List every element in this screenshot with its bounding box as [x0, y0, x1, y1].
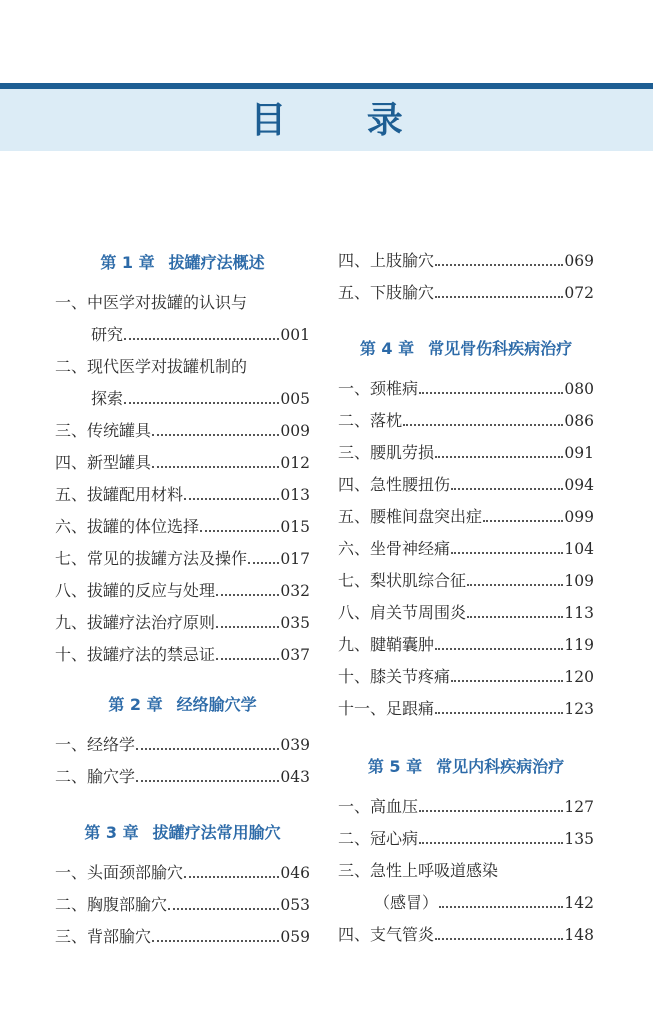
toc-entry[interactable]: [55, 580, 310, 602]
toc-entry[interactable]: [338, 378, 594, 400]
toc-page-number: 005: [280, 390, 310, 408]
toc-entry[interactable]: [55, 894, 310, 916]
toc-entry[interactable]: [338, 924, 594, 946]
chapter-heading[interactable]: [55, 692, 310, 715]
toc-entry-title: 二、胸腹部腧穴: [55, 895, 168, 914]
toc-entry-continuation[interactable]: [374, 892, 594, 914]
toc-entry[interactable]: [338, 410, 594, 432]
dot-leader: [216, 658, 279, 660]
dot-leader: [184, 876, 279, 878]
toc-entry[interactable]: [338, 634, 594, 656]
toc-entry-title: 十一、足跟痛: [338, 699, 435, 718]
toc-entry[interactable]: [338, 796, 594, 818]
chapter-title: 拔罐疗法概述: [168, 253, 265, 272]
chapter-title: 常见内科疾病治疗: [436, 757, 565, 776]
toc-page-number: 032: [280, 582, 310, 600]
dot-leader: [435, 938, 563, 940]
toc-entry-title: 七、梨状肌综合征: [338, 571, 467, 590]
toc-page-number: 069: [564, 252, 594, 270]
dot-leader: [435, 296, 563, 298]
chapter-title: 拔罐疗法常用腧穴: [152, 823, 281, 842]
chapter-number: 第 2 章: [108, 695, 163, 714]
toc-entry-title: 三、传统罐具: [55, 421, 152, 440]
toc-entry-continuation[interactable]: [91, 324, 310, 346]
toc-page-number: 142: [564, 894, 594, 912]
dot-leader: [184, 498, 279, 500]
dot-leader: [451, 552, 563, 554]
chapter-heading[interactable]: [338, 336, 594, 359]
toc-page-number: 015: [280, 518, 310, 536]
dot-leader: [435, 264, 563, 266]
dot-leader: [124, 402, 279, 404]
toc-page-number: 104: [564, 540, 594, 558]
toc-entry[interactable]: [338, 666, 594, 688]
toc-entry[interactable]: [55, 734, 310, 756]
toc-entry[interactable]: [55, 356, 310, 378]
chapter-number: 第 1 章: [100, 253, 155, 272]
toc-entry-title: 六、拔罐的体位选择: [55, 517, 200, 536]
chapter-number: 第 5 章: [367, 757, 423, 776]
chapter-heading[interactable]: [55, 250, 310, 273]
toc-entry-title: 十、膝关节疼痛: [338, 667, 451, 686]
page-title: 目 录: [250, 99, 437, 141]
toc-entry[interactable]: [338, 506, 594, 528]
toc-entry[interactable]: [55, 292, 310, 314]
toc-entry-title: 研究: [91, 325, 124, 344]
toc-entry[interactable]: [55, 612, 310, 634]
toc-entry-title: 五、腰椎间盘突出症: [338, 507, 483, 526]
toc-entry-title: 二、冠心病: [338, 829, 419, 848]
toc-entry[interactable]: [338, 250, 594, 272]
dot-leader: [403, 424, 563, 426]
toc-entry-title: 五、拔罐配用材料: [55, 485, 184, 504]
toc-page-number: 127: [564, 798, 594, 816]
toc-entry-title: 五、下肢腧穴: [338, 283, 435, 302]
dot-leader: [152, 466, 279, 468]
dot-leader: [435, 648, 563, 650]
toc-entry-title: 八、拔罐的反应与处理: [55, 581, 216, 600]
toc-entry[interactable]: [338, 602, 594, 624]
toc-page-number: 120: [564, 668, 594, 686]
toc-entry[interactable]: [338, 442, 594, 464]
toc-entry-title: 四、新型罐具: [55, 453, 152, 472]
toc-entry-title: （感冒）: [374, 893, 439, 912]
toc-entry[interactable]: [55, 516, 310, 538]
toc-page-number: 035: [280, 614, 310, 632]
dot-leader: [124, 338, 279, 340]
toc-entry[interactable]: [55, 548, 310, 570]
toc-page-number: 013: [280, 486, 310, 504]
chapter-heading[interactable]: [338, 754, 594, 777]
toc-page-number: 109: [564, 572, 594, 590]
toc-page-number: 053: [280, 896, 310, 914]
dot-leader: [152, 434, 279, 436]
toc-entry-continuation[interactable]: [91, 388, 310, 410]
dot-leader: [467, 584, 563, 586]
dot-leader: [248, 562, 279, 564]
toc-page-number: 113: [564, 604, 594, 622]
toc-entry-title: 八、肩关节周围炎: [338, 603, 467, 622]
dot-leader: [439, 906, 563, 908]
toc-page-number: 148: [564, 926, 594, 944]
dot-leader: [216, 626, 279, 628]
toc-entry-title: 六、坐骨神经痛: [338, 539, 451, 558]
toc-entry-title: 三、急性上呼吸道感染: [338, 861, 499, 880]
toc-entry-title: 七、常见的拔罐方法及操作: [55, 549, 248, 568]
dot-leader: [419, 810, 563, 812]
toc-entry[interactable]: [338, 570, 594, 592]
toc-entry[interactable]: [55, 644, 310, 666]
dot-leader: [200, 530, 279, 532]
dot-leader: [451, 680, 563, 682]
dot-leader: [483, 520, 563, 522]
chapter-number: 第 4 章: [359, 339, 415, 358]
toc-entry-title: 一、颈椎病: [338, 379, 419, 398]
toc-page-number: 099: [564, 508, 594, 526]
toc-page-number: 059: [280, 928, 310, 946]
toc-entry[interactable]: [338, 828, 594, 850]
toc-page-number: 123: [564, 700, 594, 718]
toc-entry[interactable]: [338, 698, 594, 720]
dot-leader: [467, 616, 563, 618]
toc-entry-title: 二、腧穴学: [55, 767, 136, 786]
toc-entry-title: 四、急性腰扭伤: [338, 475, 451, 494]
toc-page-number: 094: [564, 476, 594, 494]
toc-entry-title: 一、头面颈部腧穴: [55, 863, 184, 882]
toc-page-number: 091: [564, 444, 594, 462]
toc-entry-title: 探索: [91, 389, 124, 408]
toc-entry-title: 九、拔罐疗法治疗原则: [55, 613, 216, 632]
toc-entry-title: 四、上肢腧穴: [338, 251, 435, 270]
toc-page-number: 119: [564, 636, 594, 654]
toc-page-number: 046: [280, 864, 310, 882]
toc-page-number: 135: [564, 830, 594, 848]
dot-leader: [451, 488, 563, 490]
dot-leader: [435, 712, 563, 714]
toc-entry-title: 三、腰肌劳损: [338, 443, 435, 462]
toc-entry-title: 一、高血压: [338, 797, 419, 816]
toc-entry[interactable]: [55, 926, 310, 948]
toc-page-number: 009: [280, 422, 310, 440]
toc-entry[interactable]: [55, 420, 310, 442]
toc-page-number: 001: [280, 326, 310, 344]
toc-page-number: 086: [564, 412, 594, 430]
toc-entry[interactable]: [55, 484, 310, 506]
toc-page-number: 072: [564, 284, 594, 302]
toc-entry[interactable]: [55, 862, 310, 884]
dot-leader: [419, 392, 563, 394]
toc-page-number: 012: [280, 454, 310, 472]
toc-page-number: 037: [280, 646, 310, 664]
dot-leader: [136, 748, 279, 750]
toc-entry-title: 十、拔罐疗法的禁忌证: [55, 645, 216, 664]
toc-entry[interactable]: [338, 860, 594, 882]
dot-leader: [136, 780, 279, 782]
toc-entry-title: 九、腱鞘囊肿: [338, 635, 435, 654]
dot-leader: [419, 842, 563, 844]
toc-entry[interactable]: [338, 538, 594, 560]
toc-entry[interactable]: [55, 766, 310, 788]
toc-entry-title: 一、经络学: [55, 735, 136, 754]
dot-leader: [216, 594, 279, 596]
toc-page-number: 043: [280, 768, 310, 786]
chapter-number: 第 3 章: [84, 823, 139, 842]
toc-entry-title: 一、中医学对拔罐的认识与: [55, 293, 248, 312]
chapter-title: 经络腧穴学: [176, 695, 257, 714]
dot-leader: [435, 456, 563, 458]
toc-page-number: 080: [564, 380, 594, 398]
dot-leader: [168, 908, 279, 910]
toc-entry[interactable]: [338, 474, 594, 496]
toc-page-number: 017: [280, 550, 310, 568]
toc-page-number: 039: [280, 736, 310, 754]
toc-entry-title: 四、支气管炎: [338, 925, 435, 944]
chapter-title: 常见骨伤科疾病治疗: [428, 339, 573, 358]
toc-entry-title: 三、背部腧穴: [55, 927, 152, 946]
toc-entry[interactable]: [55, 452, 310, 474]
chapter-heading[interactable]: [55, 820, 310, 843]
toc-entry-title: 二、落枕: [338, 411, 403, 430]
dot-leader: [152, 940, 279, 942]
toc-entry[interactable]: [338, 282, 594, 304]
toc-entry-title: 二、现代医学对拔罐机制的: [55, 357, 248, 376]
